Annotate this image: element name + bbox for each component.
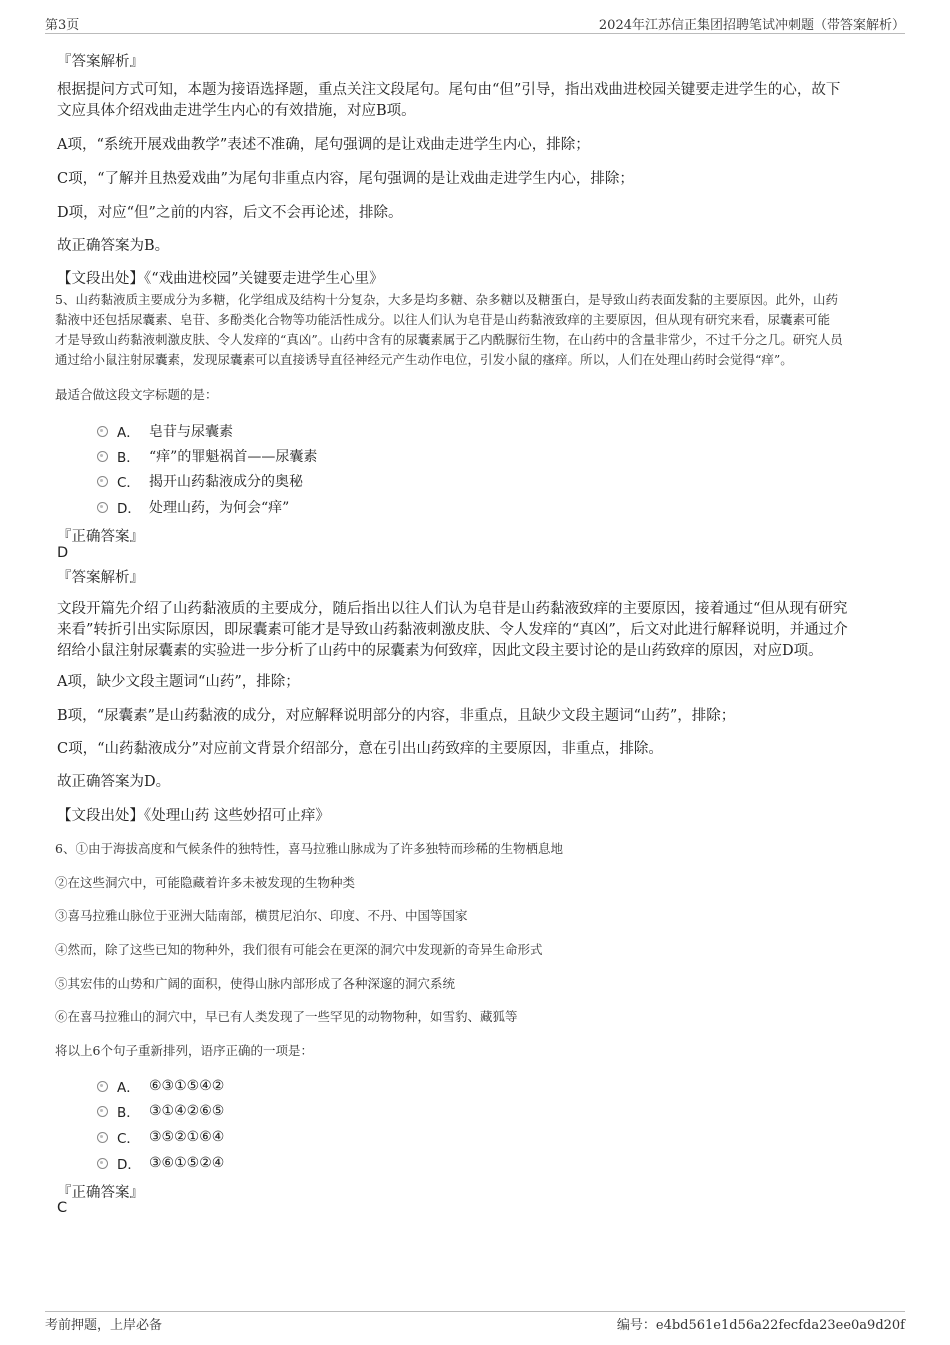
q5-conclusion: 故正确答案为D。	[57, 774, 171, 790]
header-divider	[45, 33, 905, 34]
option-text: ③⑥①⑤②④	[149, 1155, 225, 1171]
option-letter: D．	[117, 501, 141, 517]
q5-stem-line: 5、山药黏液质主要成分为多糖，化学组成及结构十分复杂，大多是均多糖、杂多糖以及糖蛋白，是导致山药表面发黏的主要原因。此外，山药	[55, 292, 838, 307]
q5-item-a-explanation: A项，缺少文段主题词“山药”，排除；	[57, 674, 300, 690]
option-letter: B．	[117, 450, 140, 466]
q5-stem	[55, 290, 843, 370]
option-text: ③⑤②①⑥④	[149, 1129, 225, 1145]
source-citation: 【文段出处】《“戏曲进校园”关键要走进学生心里》	[57, 271, 384, 287]
analysis-line: 文应具体介绍戏曲走进学生内心的有效措施，对应B项。	[57, 103, 416, 119]
option-text: 揭开山药黏液成分的奥秘	[149, 474, 303, 490]
analysis-line: 绍给小鼠注射尿囊素的实验进一步分析了山药中的尿囊素为何致痒，因此文段主要讨论的是山药致痒的原因，对应D项。	[57, 643, 823, 659]
page-number: 第3页	[45, 18, 80, 33]
q6-sentence-6: ⑥在喜马拉雅山的洞穴中，早已有人类发现了一些罕见的动物物种，如雪豹、藏狐等	[55, 1009, 518, 1024]
q5-answer-label: 『正确答案』	[57, 529, 144, 545]
q5-option-a[interactable]	[97, 421, 233, 441]
q5-stem-line: 才是导致山药黏液刺激皮肤、令人发痒的“真凶”。山药中含有的尿囊素属于乙内酰脲衍生物，在山药中的含量非常少，不过千分之几。研究人员	[55, 332, 843, 347]
q6-option-d[interactable]	[97, 1153, 224, 1173]
q5-option-d[interactable]	[97, 497, 289, 517]
item-d-explanation: D项，对应“但”之前的内容，后文不会再论述，排除。	[57, 205, 403, 221]
q6-question: 将以上6个句子重新排列，语序正确的一项是：	[55, 1043, 313, 1058]
q5-option-c[interactable]	[97, 471, 303, 491]
option-text: ③①④②⑥⑤	[149, 1103, 225, 1119]
q6-option-c[interactable]	[97, 1127, 224, 1147]
option-letter: B．	[117, 1105, 140, 1121]
footer-serial: 编号：e4bd561e1d56a22fecfda23ee0a9d20f	[616, 1318, 905, 1333]
q5-option-b[interactable]	[97, 446, 317, 466]
analysis-line: 文段开篇先介绍了山药黏液质的主要成分，随后指出以往人们认为皂苷是山药黏液致痒的主要原因，接着通过“但从现有研究	[57, 601, 848, 617]
q6-answer: C	[57, 1200, 68, 1216]
q6-answer-label: 『正确答案』	[57, 1185, 144, 1201]
analysis-label: 『答案解析』	[57, 54, 144, 70]
q5-stem-line: 通过给小鼠注射尿囊素，发现尿囊素可以直接诱导直径神经元产生动作电位，引发小鼠的瘙痒。所以，人们在处理山药时会觉得“痒”。	[55, 352, 793, 367]
q6-sentence-5: ⑤其宏伟的山势和广阔的面积，使得山脉内部形成了各种深邃的洞穴系统	[55, 976, 456, 991]
q5-answer: D	[57, 545, 69, 561]
option-letter: C．	[117, 475, 140, 491]
radio-icon[interactable]	[97, 476, 108, 487]
radio-icon[interactable]	[97, 1081, 108, 1092]
analysis-text	[57, 80, 840, 122]
document-title: 2024年江苏信正集团招聘笔试冲刺题（带答案解析）	[598, 18, 905, 33]
q5-analysis-label: 『答案解析』	[57, 570, 144, 586]
radio-icon[interactable]	[97, 451, 108, 462]
option-text: ⑥③①⑤④②	[149, 1078, 225, 1094]
q5-item-b-explanation: B项，“尿囊素”是山药黏液的成分，对应解释说明部分的内容，非重点，且缺少文段主题词“山药”，排除；	[57, 708, 736, 724]
option-text: 处理山药，为何会“痒”	[149, 500, 290, 516]
q5-source-citation: 【文段出处】《处理山药 这些妙招可止痒》	[57, 808, 330, 824]
q6-sentence-2: ②在这些洞穴中，可能隐藏着许多未被发现的生物种类	[55, 875, 356, 890]
option-letter: A．	[117, 425, 140, 441]
q6-sentence-1: 6、①由于海拔高度和气候条件的独特性，喜马拉雅山脉成为了许多独特而珍稀的生物栖息地	[55, 841, 563, 856]
q6-option-b[interactable]	[97, 1101, 224, 1121]
option-text: 皂苷与尿囊素	[149, 424, 233, 440]
option-letter: C．	[117, 1131, 140, 1147]
q5-item-c-explanation: C项，“山药黏液成分”对应前文背景介绍部分，意在引出山药致痒的主要原因，非重点，排除。	[57, 741, 663, 757]
q5-stem-line: 黏液中还包括尿囊素、皂苷、多酚类化合物等功能活性成分。以往人们认为皂苷是山药黏液致痒的主要原因，但从现有研究来看，尿囊素可能	[55, 312, 831, 327]
q6-option-a[interactable]	[97, 1076, 224, 1096]
radio-icon[interactable]	[97, 1106, 108, 1117]
radio-icon[interactable]	[97, 1158, 108, 1169]
footer-slogan: 考前押题，上岸必备	[45, 1318, 163, 1333]
q5-question: 最适合做这段文字标题的是：	[55, 387, 218, 402]
option-letter: D．	[117, 1157, 141, 1173]
radio-icon[interactable]	[97, 502, 108, 513]
option-text: “痒”的罪魁祸首——尿囊素	[149, 449, 318, 465]
item-c-explanation: C项，“了解并且热爱戏曲”为尾句非重点内容，尾句强调的是让戏曲走进学生内心，排除；	[57, 171, 634, 187]
footer-divider	[45, 1311, 905, 1312]
q5-analysis-text	[57, 599, 848, 662]
analysis-line: 根据提问方式可知，本题为接语选择题，重点关注文段尾句。尾句由“但”引导，指出戏曲进校园关键要走进学生的心，故下	[57, 82, 841, 98]
item-a-explanation: A项，“系统开展戏曲教学”表述不准确，尾句强调的是让戏曲走进学生内心，排除；	[57, 137, 590, 153]
q6-sentence-4: ④然而，除了这些已知的物种外，我们很有可能会在更深的洞穴中发现新的奇异生命形式	[55, 942, 543, 957]
option-letter: A．	[117, 1080, 140, 1096]
analysis-line: 来看”转折引出实际原因，即尿囊素可能才是导致山药黏液刺激皮肤、令人发痒的“真凶”，后文对此进行解释说明，并通过介	[57, 622, 848, 638]
radio-icon[interactable]	[97, 426, 108, 437]
radio-icon[interactable]	[97, 1132, 108, 1143]
q6-sentence-3: ③喜马拉雅山脉位于亚洲大陆南部，横贯尼泊尔、印度、不丹、中国等国家	[55, 908, 468, 923]
conclusion: 故正确答案为B。	[57, 238, 170, 254]
